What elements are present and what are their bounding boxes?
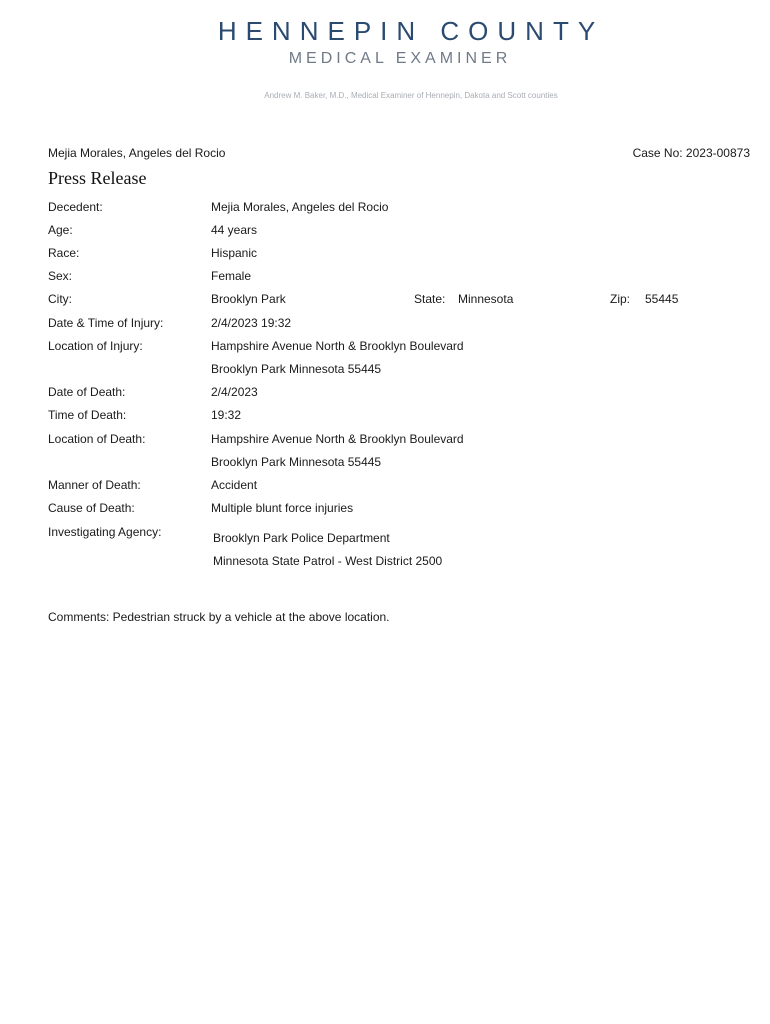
age-value: 44 years: [211, 223, 258, 237]
decedent-row: [0, 200, 770, 218]
sex-label: Sex:: [48, 269, 73, 283]
age-label: Age:: [48, 223, 73, 237]
state-label: State:: [414, 292, 446, 306]
race-label: Race:: [48, 246, 80, 260]
death-location-label: Location of Death:: [48, 432, 146, 446]
race-row: [0, 246, 770, 264]
zip-value: 55445: [645, 292, 679, 306]
manner-value: Accident: [211, 478, 258, 492]
injury-datetime-value: 2/4/2023 19:32: [211, 316, 292, 330]
injury-location-label: Location of Injury:: [48, 339, 143, 353]
comments: Comments: Pedestrian struck by a vehicle at the above location.: [48, 610, 390, 624]
zip-label: Zip:: [610, 292, 631, 306]
city-value: Brooklyn Park: [211, 292, 286, 306]
agency-row-line1: [0, 531, 770, 549]
age-row: [0, 223, 770, 241]
injury-location-row-2: [0, 362, 770, 380]
death-location-line2: Brooklyn Park Minnesota 55445: [211, 455, 382, 469]
city-row: [0, 292, 770, 310]
death-time-value: 19:32: [211, 408, 242, 422]
org-subtitle: MEDICAL EXAMINER: [288, 50, 512, 67]
manner-row: [0, 478, 770, 496]
death-date-row: [0, 385, 770, 403]
state-value: Minnesota: [458, 292, 514, 306]
sex-row: [0, 269, 770, 287]
cause-row: [0, 501, 770, 519]
city-label: City:: [48, 292, 72, 306]
agency-row-line2: [0, 554, 770, 572]
death-date-label: Date of Death:: [48, 385, 126, 399]
case-number: Case No: 2023-00873: [632, 146, 750, 160]
injury-datetime-label: Date & Time of Injury:: [48, 316, 164, 330]
sex-value: Female: [211, 269, 252, 283]
death-date-value: 2/4/2023: [211, 385, 258, 399]
injury-datetime-row: [0, 316, 770, 334]
injury-location-line2: Brooklyn Park Minnesota 55445: [211, 362, 382, 376]
page-title: Press Release: [48, 168, 147, 188]
org-title: HENNEPIN COUNTY: [217, 16, 605, 46]
death-time-row: [0, 408, 770, 426]
death-location-row: [0, 432, 770, 450]
agency-label: Investigating Agency:: [48, 525, 162, 539]
decedent-value: Mejia Morales, Angeles del Rocio: [211, 200, 389, 214]
injury-location-line1: Hampshire Avenue North & Brooklyn Boulevard: [211, 339, 464, 353]
agency-line2: Minnesota State Patrol - West District 2500: [213, 554, 443, 568]
manner-label: Manner of Death:: [48, 478, 141, 492]
death-location-row-2: [0, 455, 770, 473]
death-location-line1: Hampshire Avenue North & Brooklyn Boulevard: [211, 432, 464, 446]
cause-label: Cause of Death:: [48, 501, 135, 515]
death-time-label: Time of Death:: [48, 408, 127, 422]
race-value: Hispanic: [211, 246, 258, 260]
agency-line1: Brooklyn Park Police Department: [213, 531, 390, 545]
injury-location-row: [0, 339, 770, 357]
org-tagline: Andrew M. Baker, M.D., Medical Examiner of Hennepin, Dakota and Scott counties: [264, 91, 558, 100]
cause-value: Multiple blunt force injuries: [211, 501, 354, 515]
decedent-label: Decedent:: [48, 200, 103, 214]
decedent-name-header: Mejia Morales, Angeles del Rocio: [48, 146, 226, 160]
